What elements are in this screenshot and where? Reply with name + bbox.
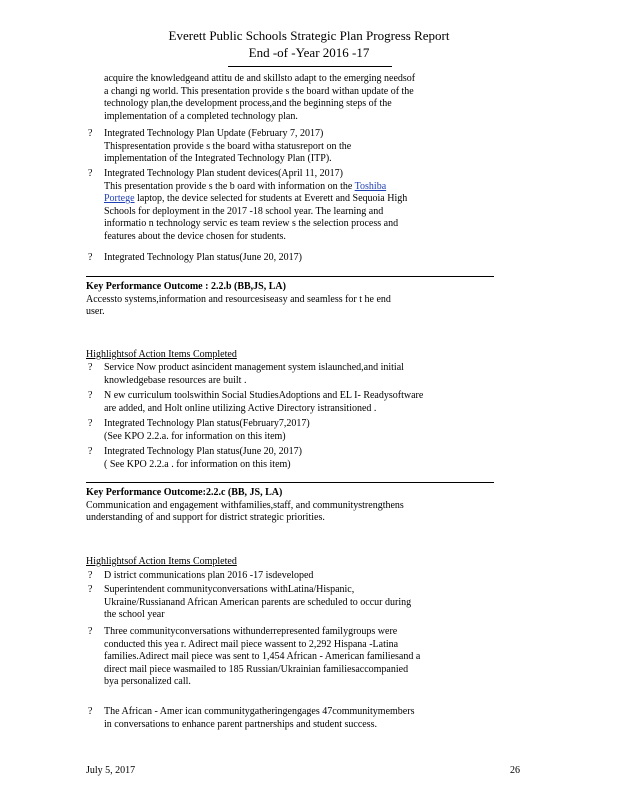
text-line: Integrated Technology Plan status(February7,2017)	[104, 418, 310, 429]
text-line: Integrated Technology Plan Update (February 7, 2017)	[104, 128, 324, 139]
highlights-heading: Highlightsof Action Items Completed	[86, 556, 237, 567]
list-item	[104, 570, 512, 583]
text-line: in conversations to enhance parent partnerships and student success.	[104, 718, 377, 730]
text-line: technology plan,the development process,and the beginning steps of the	[104, 98, 392, 110]
bullet-glyph: ?	[88, 128, 93, 139]
text-line: understanding of and support for district strategic priorities.	[86, 512, 325, 524]
bullet-glyph: ?	[88, 584, 93, 595]
text-line: Integrated Technology Plan status(June 20, 2017)	[104, 446, 302, 457]
page-number: 26	[510, 765, 520, 776]
report-title: Everett Public Schools Strategic Plan Progress Report	[168, 28, 450, 43]
bullet-glyph: ?	[88, 446, 93, 457]
text-line: the school year	[104, 609, 165, 621]
text-line: are added, and Holt online utilizing Active Directory istransitioned .	[104, 402, 377, 414]
kpo-section	[86, 281, 496, 319]
bullet-glyph: ?	[88, 418, 93, 429]
text-line: Accessto systems,information and resourcesiseasy and seamless for t he end	[86, 293, 391, 305]
text-line: features about the device chosen for students.	[104, 230, 286, 242]
footer-date: July 5, 2017	[86, 765, 136, 776]
list-item	[104, 418, 512, 443]
list-item	[104, 168, 512, 244]
text-span: laptop, the device selected for students at Everett and Sequoia High	[134, 193, 408, 205]
bullet-glyph: ?	[88, 626, 93, 637]
text-line: Thispresentation provide s the board witha statusreport on the	[104, 140, 352, 152]
text-line: Integrated Technology Plan student devices(April 11, 2017)	[104, 168, 343, 179]
bullet-glyph: ?	[88, 570, 93, 581]
text-line: The African - Amer ican communitygatheringengages 47communitymembers	[104, 706, 415, 717]
header-rule	[228, 66, 392, 67]
list-item	[104, 706, 512, 731]
kpo-title: Key Performance Outcome:2.2.c (BB, JS, LA)	[86, 487, 283, 498]
highlights-heading: Highlightsof Action Items Completed	[86, 349, 237, 360]
text-line: implementation of the Integrated Technology Plan (ITP).	[104, 153, 332, 165]
text-line: user.	[86, 306, 105, 318]
text-line	[104, 181, 512, 194]
list-item	[104, 390, 512, 415]
text-line: ( See KPO 2.2.a . for information on this item)	[104, 458, 291, 470]
text-line: Superintendent communityconversations withLatina/Hispanic,	[104, 584, 355, 595]
bullet-glyph: ?	[88, 252, 93, 263]
intro-paragraph	[104, 73, 512, 123]
text-line: Service Now product asincident management system islaunched,and initial	[104, 362, 404, 373]
bullet-glyph: ?	[88, 168, 93, 179]
list-item	[104, 362, 512, 387]
text-line: Ukraine/Russianand African American parents are scheduled to occur during	[104, 596, 412, 608]
text-line: bya personalized call.	[104, 676, 191, 688]
list-item	[104, 446, 512, 471]
text-line: (See KPO 2.2.a. for information on this item)	[104, 430, 286, 442]
text-line: families.Adirect mail piece was sent to 1,454 African - American familiesand a	[104, 651, 421, 663]
text-line: acquire the knowledgeand attitu de and skillsto adapt to the emerging needsof	[104, 73, 416, 84]
text-line: Schools for deployment in the 2017 -18 school year. The learning and	[104, 205, 384, 217]
text-line: N ew curriculum toolswithin Social StudiesAdoptions and EL I- Readysoftware	[104, 390, 424, 401]
kpo-title: Key Performance Outcome : 2.2.b (BB,JS, LA)	[86, 281, 286, 292]
text-span: This presentation provide s the b oard with information on the	[104, 180, 355, 192]
text-line: Communication and engagement withfamilies,staff, and communitystrengthens	[86, 499, 404, 511]
portege-link[interactable]: Portege	[104, 193, 135, 205]
text-line: a changi ng world. This presentation provide s the board withan update of the	[104, 85, 414, 97]
text-line: Three communityconversations withunderrepresented familygroups were	[104, 626, 398, 637]
text-line: knowledgebase resources are built .	[104, 374, 247, 386]
text-line: direct mail piece wasmailed to 185 Russian/Ukrainian familiesaccompanied	[104, 663, 409, 675]
list-item	[104, 626, 512, 689]
bullet-glyph: ?	[88, 390, 93, 401]
text-line	[104, 193, 512, 206]
text-line: implementation of a completed technology plan.	[104, 110, 298, 122]
kpo-rule	[86, 482, 494, 483]
text-line: conducted this yea r. Adirect mail piece wassent to 2,292 Hispana -Latina	[104, 638, 399, 650]
bullet-glyph: ?	[88, 362, 93, 373]
text-line: informatio n technology servic es team review s the selection process and	[104, 218, 399, 230]
list-item	[104, 128, 512, 166]
kpo-rule	[86, 276, 494, 277]
report-subtitle: End -of -Year 2016 -17	[248, 45, 370, 60]
bullet-glyph: ?	[88, 706, 93, 717]
text-line: Integrated Technology Plan status(June 20, 2017)	[104, 252, 302, 263]
list-item	[104, 252, 512, 265]
toshiba-link[interactable]: Toshiba	[354, 180, 387, 192]
list-item	[104, 584, 512, 622]
text-line: D istrict communications plan 2016 -17 isdeveloped	[104, 570, 314, 581]
kpo-section	[86, 487, 496, 525]
